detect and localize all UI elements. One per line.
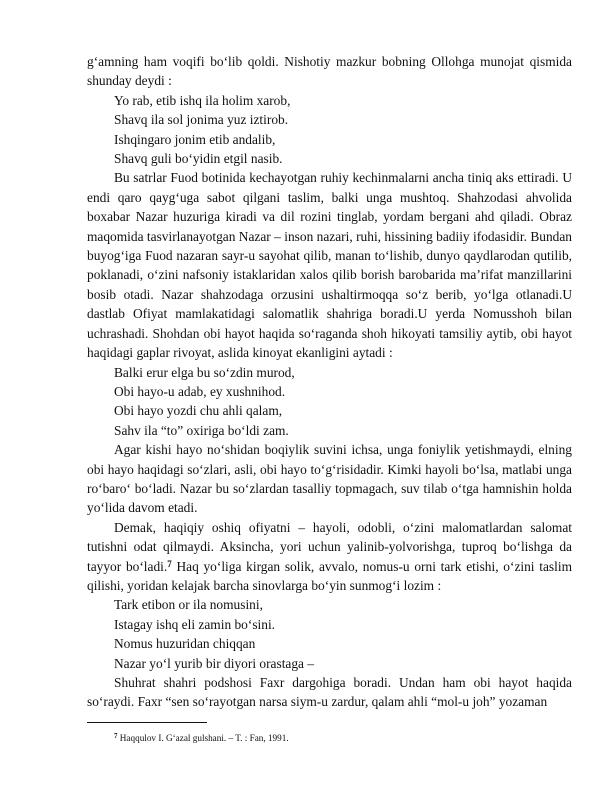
paragraph-hayo: Agar kishi hayo no‘shidan boqiylik suvini ichsa, unga foniylik yetishmaydi, elning obi hayo haqidagi so‘zlari, asli, obi hayo to‘g‘risidadir. Kimki hayoli bo‘lsa, matlabi unga ro‘baro‘ bo‘ladi. Nazar bu so‘zlardan tasalliy topmagach, suv tilab o‘tga hamnishin holda yo‘lida davom etadi. <box>87 442 572 516</box>
document-page <box>87 52 572 753</box>
verse-line: Shavq guli bo‘yidin etgil nasib. <box>114 151 283 167</box>
verse-line: Nazar yo‘l yurib bir diyori orastaga – <box>114 655 315 671</box>
paragraph-oshiq-text: Demak, haqiqiy oshiq ofiyatni – hayoli, odobli, o‘zini malomatlardan salomat tutishni odat qilmaydi. Aksincha, yori uchun yalinib-yolvorishga, tuproq bo‘lishga da tayyor bo‘ladi. <box>87 519 572 574</box>
verse-line: Balki erur elga bu so‘zdin murod, <box>114 364 295 380</box>
verse-line: Ishqingaro jonim etib andalib, <box>114 131 276 147</box>
footnote-divider <box>87 722 207 723</box>
paragraph-oshiq-text-cont: Haq yo‘liga kirgan solik, avvalo, nomus-u orni tark etishi, o‘zini taslim qilishi, yoridan kelajak barcha sinovlarga bo‘yin sunmog‘i lozim : <box>87 558 572 593</box>
verse-line: Sahv ila “to” oxiriga bo‘ldi zam. <box>114 422 289 438</box>
verse-block-1 <box>87 91 572 169</box>
paragraph-shuhrat: Shuhrat shahri podshosi Faxr dargohiga boradi. Undan ham obi hayot haqida so‘raydi. Faxr “sen so‘rayotgan narsa siym-u zardur, qalam ahli “mol-u joh” yozaman <box>87 675 572 710</box>
verse-line: Obi hayo yozdi chu ahli qalam, <box>114 403 283 419</box>
verse-block-3 <box>87 595 572 673</box>
paragraph-oshiq <box>87 518 572 596</box>
footnote-text: Haqqulov I. G‘azal gulshani. – T. : Fan, 1991. <box>117 733 289 743</box>
verse-block-2 <box>87 363 572 441</box>
paragraph-fuod: Bu satrlar Fuod botinida kechayotgan ruhiy kechinmalarni ancha tiniq aks ettiradi. U endi qaro qayg‘uga sabot qilgani taslim, balki unga mushtoq. Shahzodasi ahvolida boxabar Nazar huzuriga kiradi va dil rozini tinglab, yordam bergani ahd qiladi. Obraz maqomida tasvirlanayotgan Nazar – inson nazari, ruhi, hissining badiiy ifodasidir. Bundan buyog‘iga Fuod nazaran sayr-u sayohat qilib, manan to‘lishib, dunyo qaydlarodan qutilib, poklanadi, o‘zini nafsoniy istaklaridan xalos qilib borish barobarida ma’rifat manzillarini bosib otadi. Nazar shahzodaga orzusini ushaltirmoqqa so‘z berib, yo‘lga otlanadi.U dastlab Ofiyat mamlakatidagi salomatlik shahriga boradi.U yerda Nomusshoh bilan uchrashadi. Shohdan obi hayot haqida so‘raganda shoh hikoyati tamsiliy aytib, obi hayot haqidagi gaplar rivoyat, aslida kinoyat ekanligini aytadi : <box>87 170 572 361</box>
verse-line: Istagay ishq eli zamin bo‘sini. <box>114 616 276 632</box>
verse-line: Obi hayo-u adab, ey xushnihod. <box>114 383 286 399</box>
verse-line: Nomus huzuridan chiqqan <box>114 636 256 652</box>
footnote <box>114 732 572 744</box>
verse-line: Yo rab, etib ishq ila holim xarob, <box>114 92 291 108</box>
footnote-number: 7 <box>114 732 118 740</box>
footnote-reference[interactable]: 7 <box>167 558 172 569</box>
verse-line: Shavq ila sol jonima yuz iztirob. <box>114 112 289 128</box>
verse-line: Tark etibon or ila nomusini, <box>114 597 263 613</box>
paragraph-intro: g‘amning ham voqifi bo‘lib qoldi. Nishotiy mazkur bobning Ollohga munojat qismida shunday deydi : <box>87 54 572 89</box>
